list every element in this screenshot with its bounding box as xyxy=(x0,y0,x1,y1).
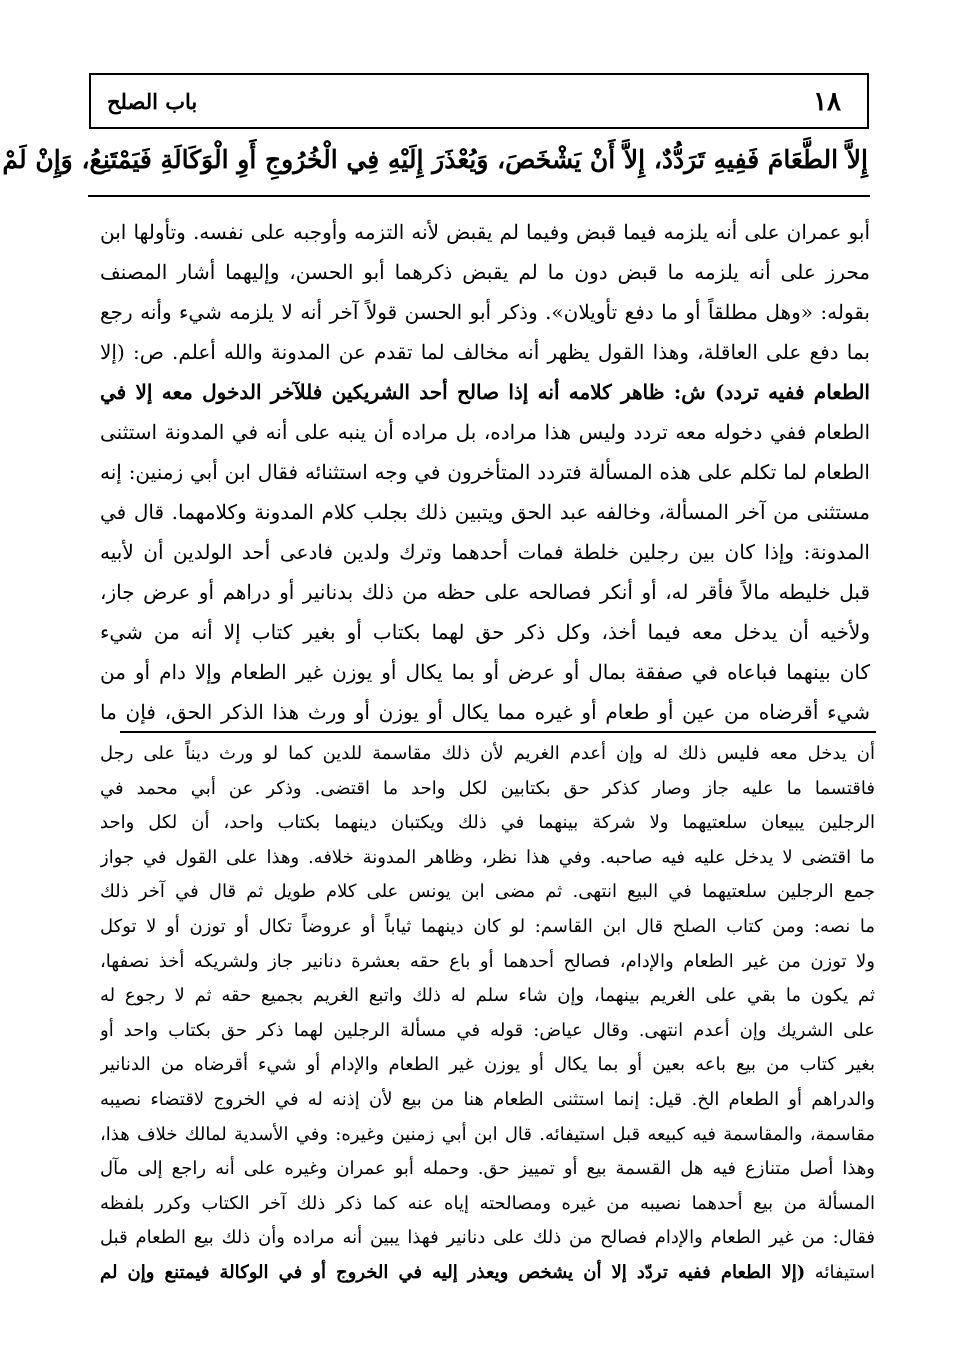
commentary-line: بقوله: «وهل مطلقاً أو ما دفع تأويلان». وذكر أبو الحسن قولاً آخر أنه لا يلزمه شيء وأنه رجع xyxy=(100,300,870,324)
footnote-line: وهذا أصل متنازع فيه هل القسمة بيع أو تمييز حق. وحمله أبو عمران وغيره على أنه راجع إلى مآل xyxy=(100,1158,875,1180)
commentary-line: كان بينهما فباعاه في صفقة بمال أو عرض أو بما يكال أو يوزن غير الطعام وإلا دام أو من xyxy=(100,660,870,684)
commentary-line: الطعام ففيه تردد) ش: ظاهر كلامه أنه إذا صالح أحد الشريكين فللآخر الدخول معه إلا في xyxy=(100,380,870,404)
commentary-line: ولأخيه أن يدخل معه فيما أخذ، وكل ذكر حق لهما بكتاب أو بغير كتاب إلا أنه من شيء xyxy=(100,620,870,644)
footnote-line-last-prefix: استيفائه xyxy=(805,1261,875,1283)
commentary-line: شيء أقرضاه من عين أو طعام أو غيره مما يكال أو يوزن أو ورث هذا الذكر الحق، فإن ما xyxy=(100,700,870,724)
footnote-line: أن يدخل معه فليس ذلك له وإن أعدم الغريم لأن ذلك مقاسمة للدين كما لو ورث ديناً على رجل xyxy=(100,743,875,764)
commentary-line: الطعام ففي دخوله معه تردد وليس هذا مراده، بل مراده أن ينبه على أنه في المدونة استثنى xyxy=(100,420,870,444)
footnote-line: المسألة من بيع أحدهما نصيبه من غيره ومصالحته إياه عنه كما ذكر ذلك آخر الكتاب وكرر بلفظه xyxy=(100,1192,875,1214)
footnote-line: الرجلين يبيعان سلعتيهما ولا شركة بينهما في ذلك ويكتبان دينهما بكتاب واحد، أن لكل واحد xyxy=(100,812,875,834)
page-header xyxy=(89,73,869,129)
footnote-line: فقال: من غير الطعام والإدام فصالح من ذلك على دنانير فهذا يبين أنه مراده وأن ذلك بيع الطعام قبل xyxy=(100,1227,875,1249)
page-number: ١٨ xyxy=(813,87,841,117)
divider-footnote xyxy=(120,731,876,733)
footnote-block xyxy=(100,737,875,1291)
footnote-line-last xyxy=(100,1256,875,1291)
footnote-line: ولا توزن من غير الطعام والإدام، فصالح أحدهما أو باع حقه بعشرة دنانير جاز ولشريكه أخذ نصفها، xyxy=(100,950,875,972)
commentary-line: أبو عمران على أنه يلزمه فيما قبض وفيما لم يقبض لأنه التزمه وأوجبه على نفسه. وتأولها ابن xyxy=(100,220,870,244)
chapter-title: باب الصلح xyxy=(107,89,198,114)
commentary-line: قبل خليطه مالاً فأقر له، أو أنكر فصالحه على حظه من ذلك بدنانير أو دراهم أو عرض جاز، xyxy=(100,580,870,604)
commentary-block xyxy=(100,212,870,732)
commentary-line: الطعام لما تكلم على هذه المسألة فتردد المتأخرون في وجه استثنائه فقال ابن أبي زمنين: إنه xyxy=(100,460,870,484)
divider-top xyxy=(88,195,870,197)
matn-verse: إِلاَّ الطَّعَامَ فَفِيهِ تَرَدُّدٌ، إِلاَّ أَنْ يَشْخَصَ، وَيُعْذَرَ إِلَيْهِ فِي الْخُرُوجِ أَوِ الْوَكَالَةِ فَيَمْتَنِعُ، وَإِنْ لَمْ xyxy=(2,145,868,174)
footnote-line-last-quote: (إلا الطعام ففيه تردّد إلا أن يشخص ويعذر إليه في الخروج أو في الوكالة فيمتنع وإن لم xyxy=(100,1261,806,1283)
commentary-line: بما دفع على العاقلة، وهذا القول يظهر أنه مخالف لما تقدم عن المدونة والله أعلم. ص: (إلا xyxy=(100,340,870,364)
commentary-line: المدونة: وإذا كان بين رجلين خلطة فمات أحدهما وترك ولدين فادعى أحد الولدين أن لأبيه xyxy=(100,540,870,564)
footnote-line: فاقتسما ما عليه جاز وصار كذكر حق بكتابين لكل واحد ما اقتضى. وذكر عن أبي محمد في xyxy=(100,777,875,799)
footnote-line: ما اقتضى لا يدخل عليه فيه صاحبه. وفي هذا نظر، وظاهر المدونة خلافه. وهذا على القول في جواز xyxy=(100,846,875,868)
footnote-line: على الشريك وإن أعدم انتهى. وقال عياض: قوله في مسألة الرجلين لهما ذكر حق بكتاب واحد أو xyxy=(100,1019,875,1041)
commentary-line: محرز على أنه يلزمه ما قبض دون ما لم يقبض ذكرهما أبو الحسن، وإليهما أشار المصنف xyxy=(100,260,870,284)
footnote-line: ما نصه: ومن كتاب الصلح قال ابن القاسم: لو كان دينهما ثياباً أو عروضاً تكال أو توزن أو لا توكل xyxy=(100,915,875,937)
footnote-line: ثم يكون ما بقي على الغريم بينهما، وإن شاء سلم له ذلك واتبع الغريم بجميع حقه ثم لا رجوع له xyxy=(100,985,875,1007)
commentary-line: مستثنى من آخر المسألة، وخالفه عبد الحق ويتبين ذلك بجلب كلام المدونة وكلامهما. قال في xyxy=(100,500,870,524)
footnote-line: جمع الرجلين سلعتيهما في البيع انتهى. ثم مضى ابن يونس على كلام طويل ثم قال في آخر ذلك xyxy=(100,881,875,903)
footnote-line: بغير كتاب من بيع باعه بعين أو بما يكال أو يوزن غير الطعام والإدام أو شيء أقرضاه من الدنانير xyxy=(100,1054,875,1076)
footnote-line: والدراهم أو الطعام الخ. قيل: إنما استثنى الطعام هنا من بيع لأن إذنه له في الخروج لاقتضاء نصيبه xyxy=(100,1088,875,1110)
footnote-line: مقاسمة، والمقاسمة فيه كبيعه قبل استيفائه. قال ابن أبي زمنين وغيره: وفي الأسدية لمالك خلاف هذا، xyxy=(100,1123,875,1145)
